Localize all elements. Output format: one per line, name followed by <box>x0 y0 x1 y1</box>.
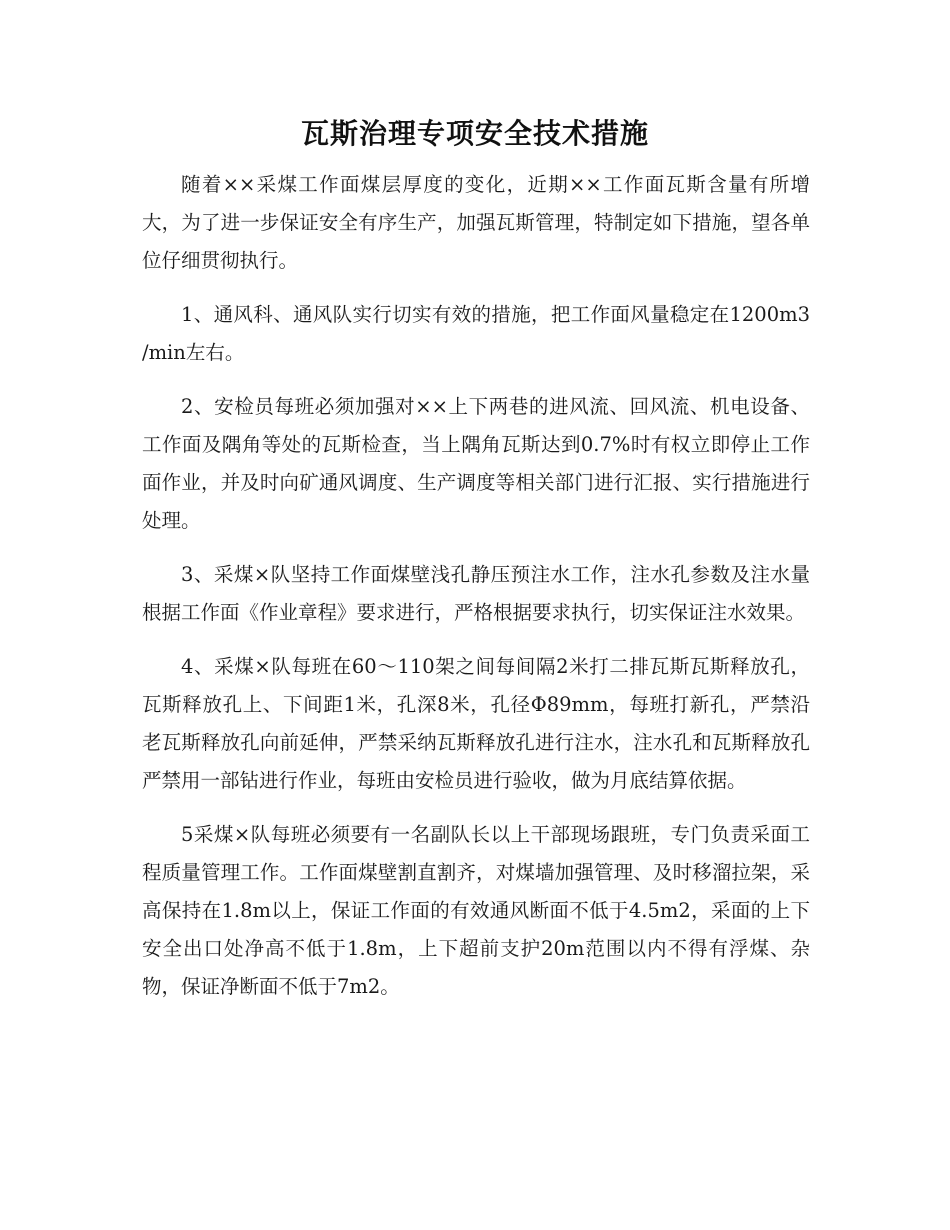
intro-paragraph: 随着××采煤工作面煤层厚度的变化，近期××工作面瓦斯含量有所增大，为了进一步保证安全有序生产，加强瓦斯管理，特制定如下措施，望各单位仔细贯彻执行。 <box>142 173 810 272</box>
document-body <box>142 166 810 1022</box>
measure-paragraph-4: 4、采煤×队每班在60～110架之间每间隔2米打二排瓦斯瓦斯释放孔，瓦斯释放孔上、下间距1米，孔深8米，孔径Φ89mm，每班打新孔，严禁沿老瓦斯释放孔向前延伸，严禁采纳瓦斯释放孔进行注水，注水孔和瓦斯释放孔严禁用一部钻进行作业，每班由安检员进行验收，做为月底结算依据。 <box>142 655 810 792</box>
measure-paragraph-3: 3、采煤×队坚持工作面煤壁浅孔静压预注水工作，注水孔参数及注水量根据工作面《作业章程》要求进行，严格根据要求执行，切实保证注水效果。 <box>142 563 810 624</box>
measure-paragraph-5: 5采煤×队每班必须要有一名副队长以上干部现场跟班，专门负责采面工程质量管理工作。工作面煤壁割直割齐，对煤墙加强管理、及时移溜拉架，采高保持在1.8m以上，保证工作面的有效通风断面不低于4.5m2，采面的上下安全出口处净高不低于1.8m，上下超前支护20m范围以内不得有浮煤、杂物，保证净断面不低于7m2。 <box>142 823 810 998</box>
measure-paragraph-2: 2、安检员每班必须加强对××上下两巷的进风流、回风流、机电设备、工作面及隅角等处的瓦斯检查，当上隅角瓦斯达到0.7%时有权立即停止工作面作业，并及时向矿通风调度、生产调度等相关部门进行汇报、实行措施进行处理。 <box>142 395 810 532</box>
document-title: 瓦斯治理专项安全技术措施 <box>300 117 649 150</box>
measure-paragraph-1: 1、通风科、通风队实行切实有效的措施，把工作面风量稳定在1200m3 /min左右。 <box>142 303 810 364</box>
